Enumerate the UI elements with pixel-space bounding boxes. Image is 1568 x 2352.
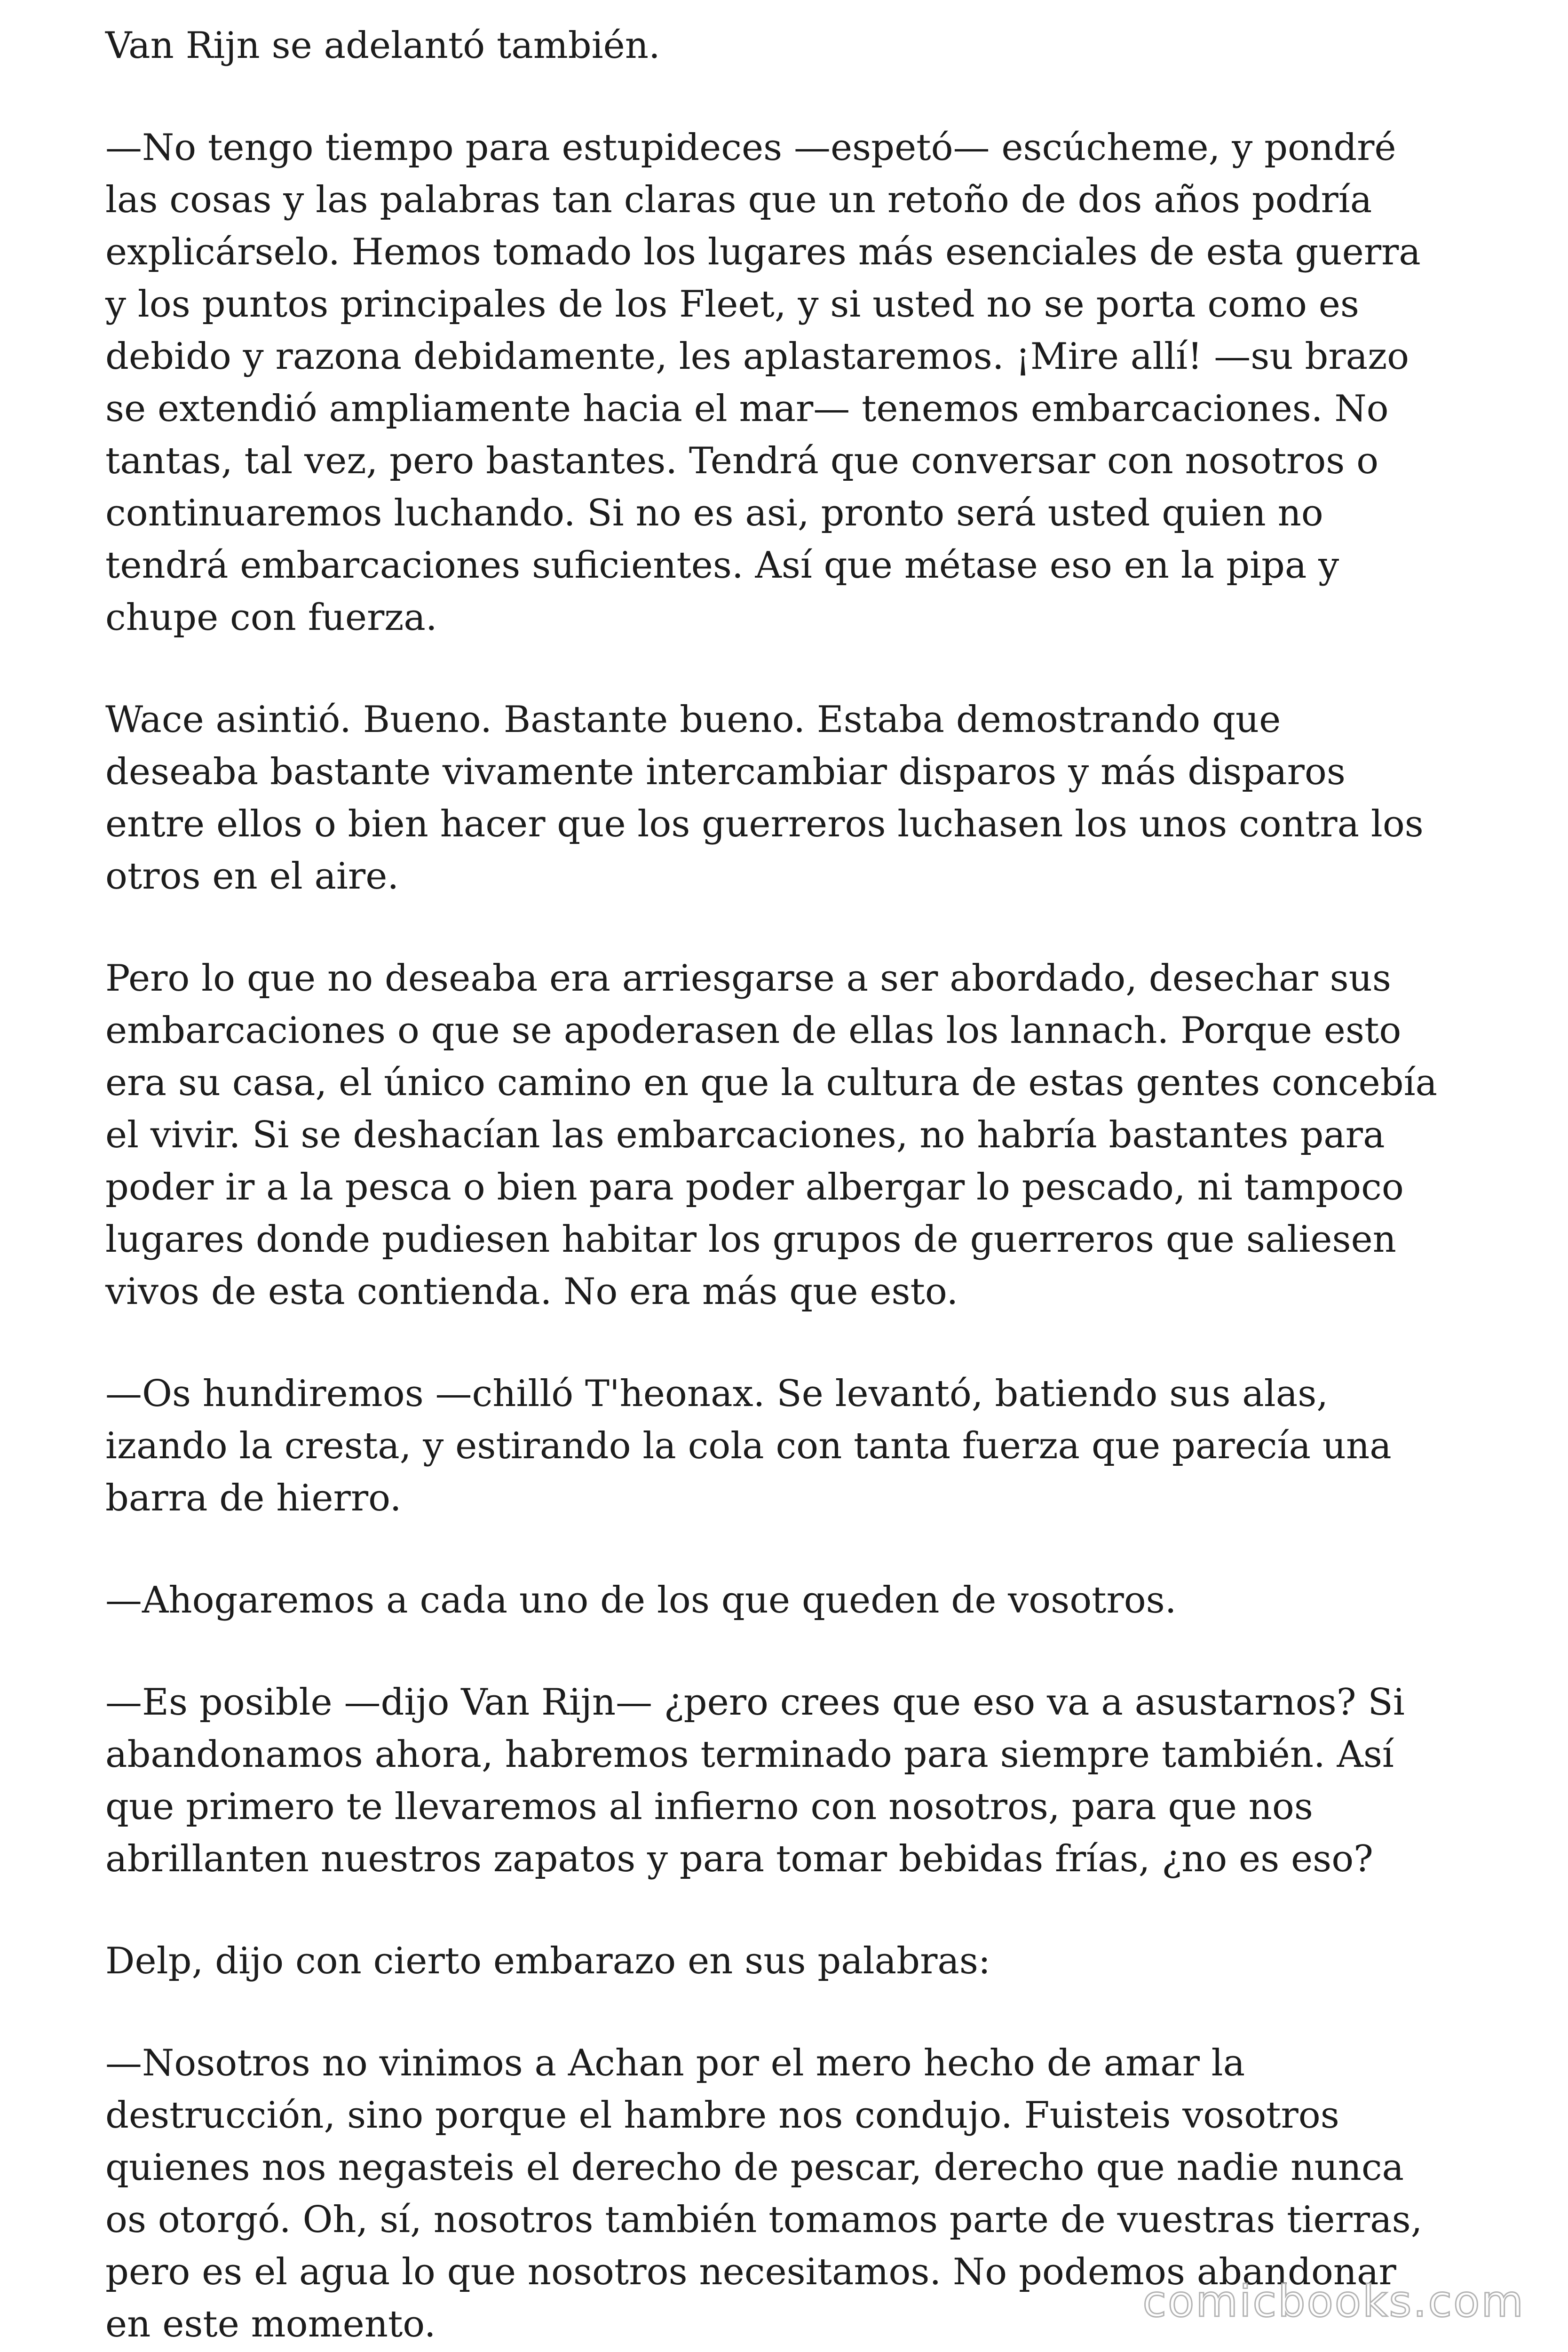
- page-text: [105, 20, 1483, 2352]
- paragraph: —No tengo tiempo para estupideces —espetó— escúcheme, y pondré las cosas y las palabras tan claras que un retoño de dos años podría explicárselo. Hemos tomado los lugares más esenciales de esta guerra y los puntos principales de los Fleet, y si usted no se porta como es debido y razona debidamente, les aplastaremos. ¡Mire allí! —su brazo se extendió ampliamente hacia el mar— tenemos embarcaciones. No tantas, tal vez, pero bastantes. Tendrá que conversar con nosotros o continuaremos luchando. Si no es asi, pronto será usted quien no tendrá embarcaciones suficientes. Así que métase eso en la pipa y chupe con fuerza.: [105, 127, 1421, 639]
- watermark-text: comicbooks.com: [1142, 2276, 1525, 2327]
- paragraph: —Es posible —dijo Van Rijn— ¿pero crees que eso va a asustarnos? Si abandonamos ahora, habremos terminado para siempre también. Así que primero te llevaremos al infierno con nosotros, para que nos abrillanten nuestros zapatos y para tomar bebidas frías, ¿no es eso?: [105, 1681, 1405, 1880]
- paragraph: Wace asintió. Bueno. Bastante bueno. Estaba demostrando que deseaba bastante vivamente intercambiar disparos y más disparos entre ellos o bien hacer que los guerreros luchasen los unos contra los otros en el aire.: [105, 699, 1424, 898]
- paragraph: —Os hundiremos —chilló T'heonax. Se levantó, batiendo sus alas, izando la cresta, y estirando la cola con tanta fuerza que parecía una barra de hierro.: [105, 1373, 1392, 1519]
- paragraph: Delp, dijo con cierto embarazo en sus palabras:: [105, 1940, 991, 1982]
- paragraph: Van Rijn se adelantó también.: [105, 24, 660, 67]
- paragraph: Pero lo que no deseaba era arriesgarse a ser abordado, desechar sus embarcaciones o que se apoderasen de ellas los lannach. Porque esto era su casa, el único camino en que la cultura de estas gentes concebía el vivir. Si se deshacían las embarcaciones, no habría bastantes para poder ir a la pesca o bien para poder albergar lo pescado, ni tampoco lugares donde pudiesen habitar los grupos de guerreros que saliesen vivos de esta contienda. No era más que esto.: [105, 957, 1438, 1313]
- paragraph: —Ahogaremos a cada uno de los que queden de vosotros.: [105, 1579, 1177, 1621]
- paragraph: —Nosotros no vinimos a Achan por el mero hecho de amar la destrucción, sino porque el hambre nos condujo. Fuisteis vosotros quienes nos negasteis el derecho de pescar, derecho que nadie nunca os otorgó. Oh, sí, nosotros también tomamos parte de vuestras tierras, pero es el agua lo que nosotros necesitamos. No podemos abandonar en este momento.: [105, 2042, 1423, 2345]
